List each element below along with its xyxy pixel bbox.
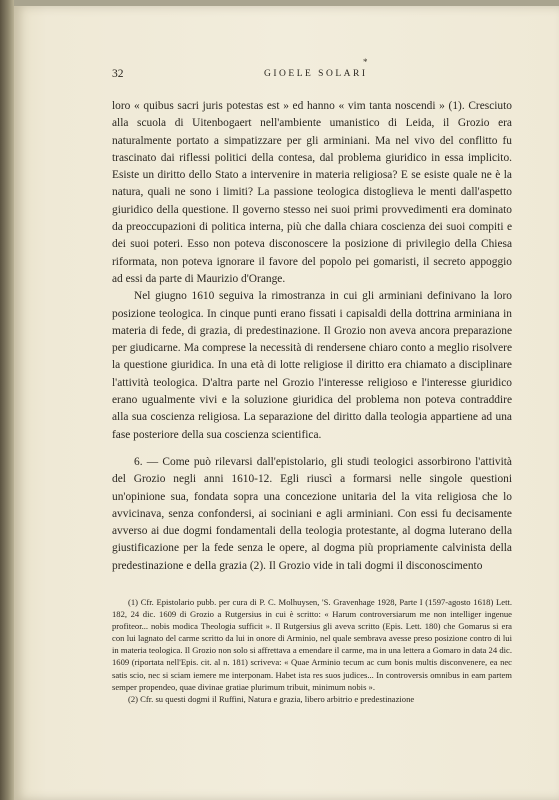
paragraph: Nel giugno 1610 seguiva la rimostranza in cui gli arminiani definivano la loro posizione teologica. In cinque punti erano fissati i capisaldi della dottrina arminiana in materia di fede, di grazia, di predestinazione. Il Grozio non aveva ancora preparazione per giudicarne. Ma comprese la necessità di rendersene chiaro conto a meglio risolvere la questione giuridica. In una età di lotte religiose il diritto era chiamato a disciplinare l'attività teologica. D'altra parte nel Grozio l'interesse religioso e l'interesse giuridico erano ugualmente vivi e la soluzione giuridica del problema non poteva contraddire alla sua coscienza religiosa. La separazione del diritto dalla teologia appartiene ad una fase posteriore della sua coscienza scientifica. bbox=[112, 290, 512, 441]
page-header bbox=[112, 68, 512, 84]
footnote: (1) Cfr. Epistolario pubb. per cura di P. C. Molhuysen, 'S. Gravenhage 1928, Parte I (1597-agosto 1618) Lett. 182, 24 dic. 1609 di Grozio a Rutgersius in cui è scritto: « Harum controversiarum me non intelliger ingenue profiteor... nobis modica Theologia sufficit ». Il Rutgersius gli aveva scritto (Epis. Lett. 180) che Gomarus si era con lui lagnato del carme scritto da lui in onore di Arminio, nel quale sembrava avesse preso posizione contro di lui in materia teologica. Il Grozio non solo si affrettava a emendare il carme, ma in una lettera a Gomaro in data 24 dic. 1609 (riportata nell'Epis. cit. al n. 181) scriveva: « Quae Arminio tecum ac cum bonis multis disconvenere, ea nec satis scio, nec si sciam iemere me interponam. Habet ista res suos judices... In controversis omnibus in eam partem semper propendeo, quae divinae gratiae plurimum tribuit, minimum nobis ». bbox=[112, 597, 512, 692]
footnotes bbox=[112, 596, 512, 705]
paragraph: loro « quibus sacri juris potestas est » ed hanno « vim tanta noscendi » (1). Cresciuto alla scuola di Uitenbogaert nell'ambiente umanistico di Leida, il Grozio era naturalmente portato a simpatizzare per gli arminiani. Ma nel vivo del conflitto fu trascinato dai riflessi politici della contesa, dal problema giuridico in essa implicito. Esiste un diritto dello Stato a intervenire in materia religiosa? E se esiste quale ne è la natura, quali ne sono i limiti? La passione teologica distoglieva le menti dall'aspetto giuridico della questione. Il governo stesso nei suoi primi provvedimenti era dominato da preoccupazioni di politica interna, più che dalla chiara coscienza dei suoi compiti e dei suoi poteri. Esso non poteva disconoscere la posizione di privilegio della Chiesa riformata, non poteva ignorare il favore del popolo pei gomaristi, il secreto appoggio ad essi da parte di Maurizio d'Orange. bbox=[112, 100, 512, 285]
book-spine-shadow bbox=[0, 0, 14, 800]
main-text bbox=[112, 98, 512, 575]
page-number: 32 bbox=[112, 68, 124, 80]
printer-mark: * bbox=[363, 57, 368, 67]
paragraph: 6. — Come può rilevarsi dall'epistolario, gli studi teologici assorbirono l'attività del Grozio negli anni 1610-12. Egli riuscì a formarsi nelle singole questioni un'opinione sua, fondata sopra una concezione unitaria del la vita religiosa che lo avvicinava, senza confondersi, ai sociniani e agli arminiani. Con essi fu decisamente avverso ai due dogmi fondamentali della teologia protestante, al dogma luterano della giustificazione per la fede senza le opere, al dogma più propriamente calvinista della predestinazione e della grazia (2). Il Grozio vide in tali dogmi il disconoscimento bbox=[112, 455, 512, 572]
running-head: GIOELE SOLARI bbox=[264, 69, 368, 79]
footnote: (2) Cfr. su questi dogmi il Ruffini, Natura e grazia, libero arbitrio e predestinazione bbox=[128, 693, 415, 704]
